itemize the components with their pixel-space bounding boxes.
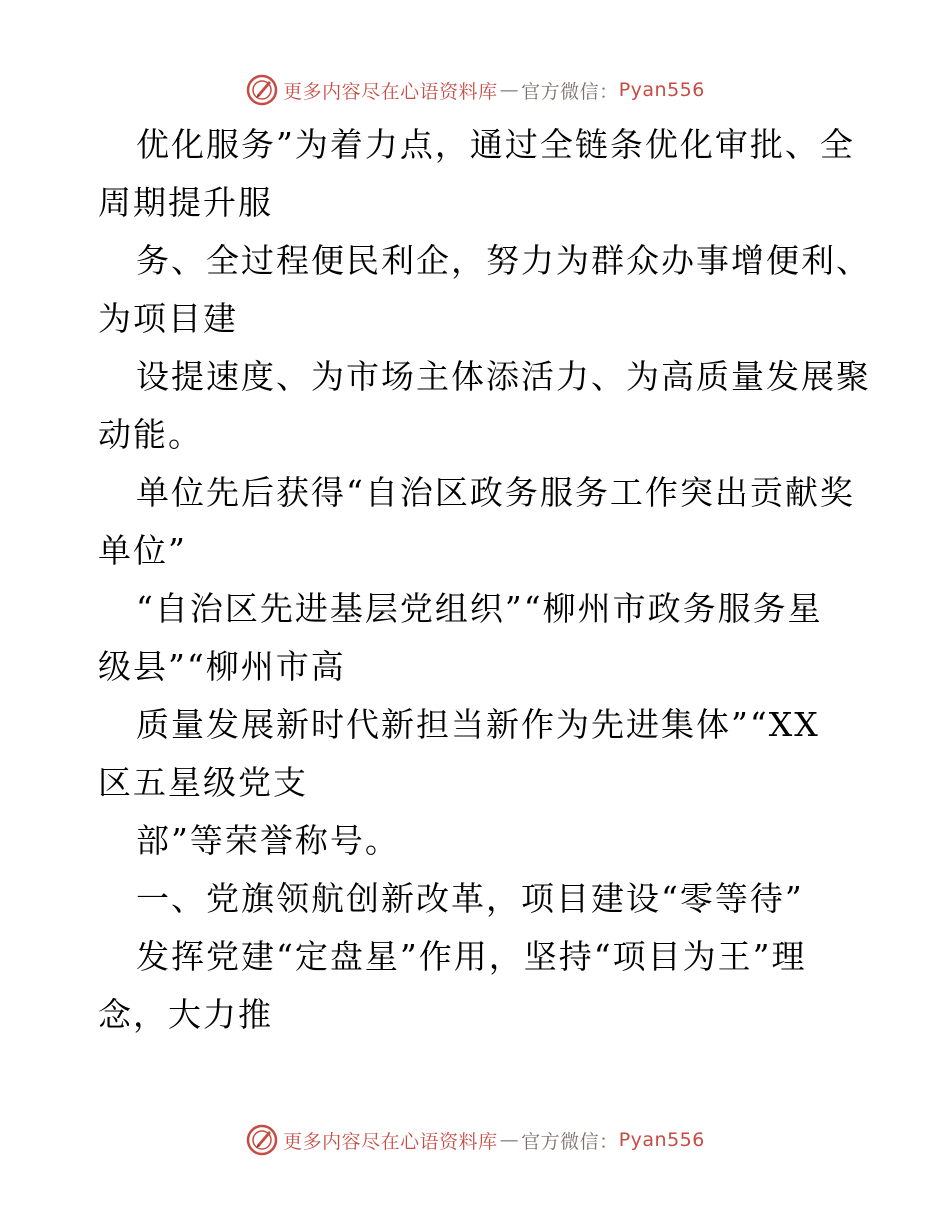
header-watermark bbox=[0, 70, 950, 110]
body-line: 务、全过程便民利企，努力为群众办事增便利、 bbox=[136, 241, 871, 280]
body-line: 设提速度、为市场主体添活力、为高质量发展聚 bbox=[136, 357, 871, 396]
body-line: 部”等荣誉称号。 bbox=[136, 821, 400, 860]
watermark-separator: — bbox=[499, 79, 520, 101]
watermark-wechat-id: Pyan556 bbox=[618, 79, 705, 101]
brand-logo-icon bbox=[245, 73, 279, 107]
watermark-wechat-label: 官方微信： bbox=[521, 80, 619, 103]
watermark-brand-text: 更多内容尽在心语资料库 bbox=[283, 1130, 498, 1153]
body-line: “自治区先进基层党组织”“柳州市政务服务星 bbox=[136, 589, 823, 628]
section-heading: 一、党旗领航创新改革，项目建设“零等待” bbox=[136, 879, 804, 918]
body-line: 优化服务”为着力点，通过全链条优化审批、全 bbox=[136, 125, 855, 164]
footer-watermark bbox=[0, 1120, 950, 1160]
document-body bbox=[98, 116, 871, 1044]
watermark-wechat-id: Pyan556 bbox=[618, 1129, 705, 1151]
body-line: 单位先后获得“自治区政务服务工作突出贡献奖 bbox=[136, 473, 855, 512]
body-line: 单位” bbox=[98, 531, 187, 570]
body-line: 区五星级党支 bbox=[98, 763, 308, 802]
body-line: 念，大力推 bbox=[98, 995, 273, 1034]
body-line: 动能。 bbox=[98, 415, 203, 454]
brand-logo-icon bbox=[245, 1123, 279, 1157]
body-line: 周期提升服 bbox=[98, 183, 273, 222]
body-line: 为项目建 bbox=[98, 299, 238, 338]
body-line: 发挥党建“定盘星”作用，坚持“项目为王”理 bbox=[136, 937, 807, 976]
watermark-wechat-label: 官方微信： bbox=[521, 1130, 619, 1153]
watermark-brand-text: 更多内容尽在心语资料库 bbox=[283, 80, 498, 103]
body-line: 质量发展新时代新担当新作为先进集体”“XX bbox=[136, 705, 820, 744]
watermark-separator: — bbox=[499, 1129, 520, 1151]
body-line: 级县”“柳州市高 bbox=[98, 647, 346, 686]
